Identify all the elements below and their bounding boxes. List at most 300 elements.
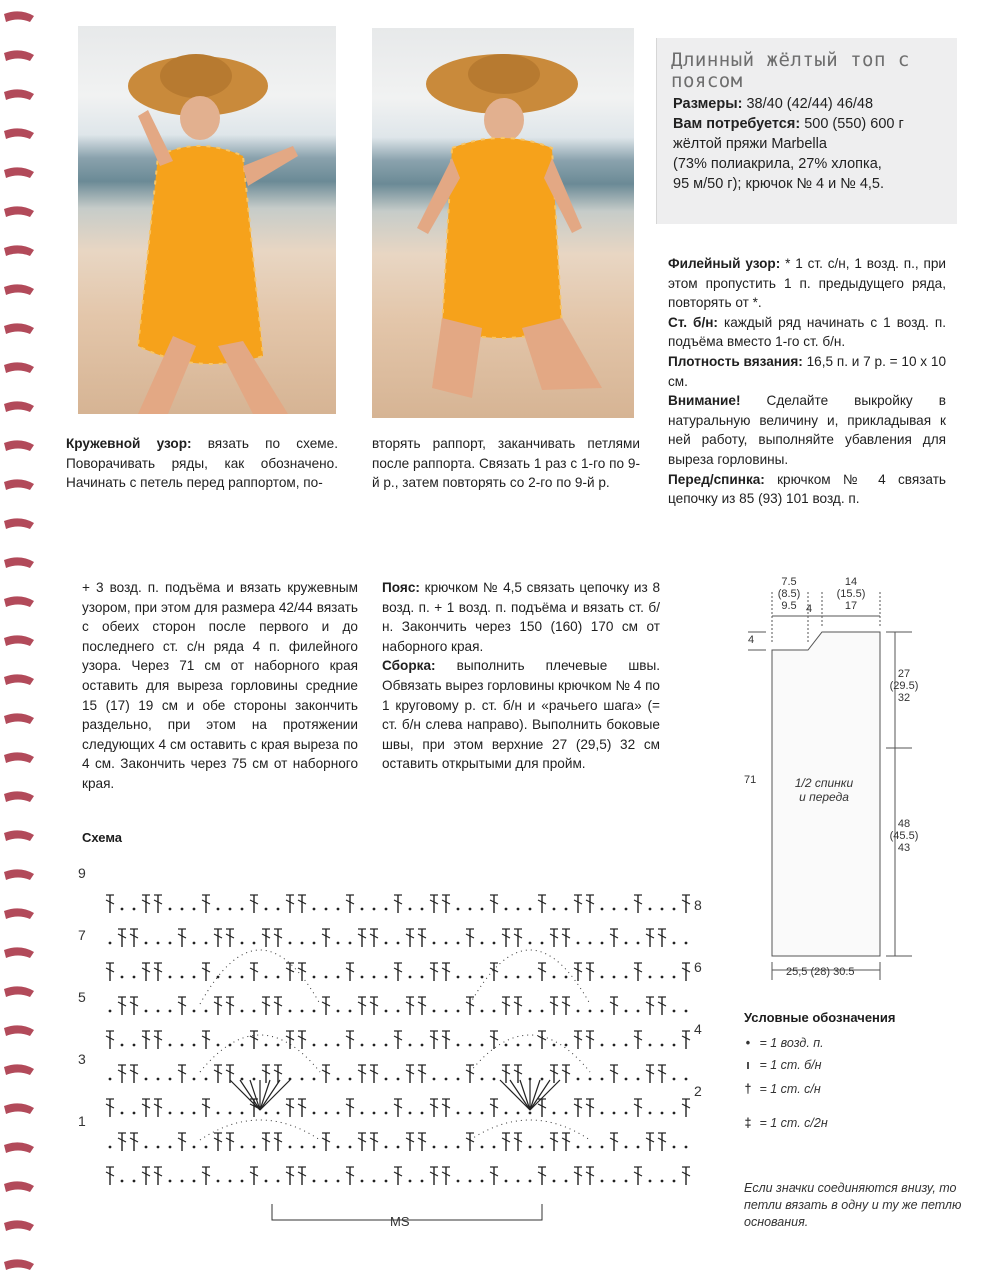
stitch-chain xyxy=(541,942,544,945)
stitch-chain xyxy=(397,942,400,945)
stitch-chain xyxy=(337,1044,340,1047)
legend-title: Условные обозначения xyxy=(744,1010,896,1025)
stitch-chain xyxy=(445,1078,448,1081)
stitch-chain xyxy=(217,1112,220,1115)
binding-coil xyxy=(4,1220,34,1231)
dim-left-4: 4 xyxy=(748,634,755,646)
front-text: крючком № 4 связать цепочку из 85 (93) 101 возд. п. xyxy=(668,471,947,507)
stitch-chain xyxy=(181,1112,184,1115)
stitch-chain xyxy=(409,908,412,911)
lace-pattern-text-col1 xyxy=(66,434,338,493)
binding-coil xyxy=(4,635,34,646)
stitch-chain xyxy=(589,1146,592,1149)
stitch-chain xyxy=(505,1180,508,1183)
stitch-chain xyxy=(613,908,616,911)
stitch-chain xyxy=(133,1044,136,1047)
stitch-chain xyxy=(625,908,628,911)
stitch-chain xyxy=(313,1078,316,1081)
crochet-chart xyxy=(60,840,720,1240)
stitch-chain xyxy=(649,1112,652,1115)
binding-coil xyxy=(4,1181,34,1192)
stitch-chain xyxy=(145,1078,148,1081)
single-crochet-icon: ı xyxy=(746,1058,750,1072)
stitch-chain xyxy=(529,1112,532,1115)
chain-arch xyxy=(470,1035,590,1072)
binding-coil xyxy=(4,440,34,451)
stitch-chain xyxy=(673,908,676,911)
stitch-chain xyxy=(421,976,424,979)
stitch-chain xyxy=(157,1010,160,1013)
belt-assembly-text xyxy=(382,578,660,774)
stitch-chain xyxy=(661,1044,664,1047)
assembly-text: выполнить плечевые швы. Обвязать вырез горловины крючком № 4 по 1 круговому р. ст. б/н и «рачьего шага» (= ст. б/н слева направо). Выполнить боковые швы, при этом верхние 27 (29,5) 32 см оставить открытыми для пройм. xyxy=(382,658,660,772)
photo-model-standing xyxy=(78,26,336,414)
stitch-chain xyxy=(529,1044,532,1047)
stitch-chain xyxy=(457,1112,460,1115)
stitch-chain xyxy=(505,976,508,979)
stitch-chain xyxy=(445,1146,448,1149)
stitch-chain xyxy=(601,942,604,945)
binding-coil xyxy=(4,401,34,412)
lace-pattern-text-col2 xyxy=(372,434,640,493)
stitch-chain xyxy=(385,942,388,945)
stitch-chain xyxy=(421,1044,424,1047)
stitch-chain xyxy=(481,1044,484,1047)
stitch-chain xyxy=(661,1112,664,1115)
binding-coil xyxy=(4,50,34,61)
stitch-chain xyxy=(193,1078,196,1081)
stitch-chain xyxy=(337,942,340,945)
chain-symbol-icon: • xyxy=(745,1036,751,1050)
stitch-chain xyxy=(517,908,520,911)
garment-center-label: 1/2 спинки и переда xyxy=(794,776,854,804)
stitch-chain xyxy=(349,942,352,945)
stitch-chain xyxy=(241,1044,244,1047)
fan-stitch xyxy=(240,1080,260,1110)
stitch-chain xyxy=(673,1044,676,1047)
repeat-label: MS xyxy=(390,1214,410,1229)
stitch-chain xyxy=(661,1180,664,1183)
spiral-binding xyxy=(0,0,48,1280)
stitch-chain xyxy=(565,1044,568,1047)
stitch-chain xyxy=(613,1044,616,1047)
stitch-chain xyxy=(565,1112,568,1115)
stitch-chain xyxy=(529,908,532,911)
stitch-chain xyxy=(673,1180,676,1183)
stitch-chain xyxy=(265,976,268,979)
stitch-chain xyxy=(205,1146,208,1149)
stitch-chain xyxy=(337,1146,340,1149)
need-line-3: (73% полиакрила, 27% хлопка, xyxy=(673,156,882,172)
legend-item-sc: ı = 1 ст. б/н xyxy=(740,1058,822,1072)
stitch-chain xyxy=(601,1010,604,1013)
stitch-chain xyxy=(493,1078,496,1081)
stitch-chain xyxy=(625,1044,628,1047)
stitch-chain xyxy=(565,908,568,911)
stitch-chain xyxy=(325,908,328,911)
dim-bottom: 25,5 (28) 30.5 xyxy=(786,966,855,978)
stitch-chain xyxy=(193,908,196,911)
stitch-chain xyxy=(157,1078,160,1081)
stitch-chain xyxy=(325,976,328,979)
instructions-right-column xyxy=(668,254,946,509)
density-text: 16,5 п. и 7 р. = 10 х 10 см. xyxy=(668,353,947,389)
assembly-label: Сборка: xyxy=(382,658,436,674)
binding-coil xyxy=(4,323,34,334)
stitch-chain xyxy=(685,1146,688,1149)
stitch-chain xyxy=(373,1044,376,1047)
stitch-chain xyxy=(337,1010,340,1013)
stitch-chain xyxy=(673,1146,676,1149)
stitch-chain xyxy=(361,1112,364,1115)
stitch-chain xyxy=(673,976,676,979)
stitch-chain xyxy=(361,1180,364,1183)
stitch-chain xyxy=(193,976,196,979)
stitch-chain xyxy=(421,1112,424,1115)
stitch-chain xyxy=(229,908,232,911)
dim-right-27: 27 (29.5) 32 xyxy=(889,668,919,704)
stitch-chain xyxy=(493,1146,496,1149)
binding-coil xyxy=(4,1259,34,1270)
stitch-chain xyxy=(433,1010,436,1013)
stitch-chain xyxy=(601,908,604,911)
stitch-chain xyxy=(253,1078,256,1081)
stitch-chain xyxy=(529,1078,532,1081)
stitch-chain xyxy=(145,942,148,945)
stitch-chain xyxy=(289,942,292,945)
stitch-chain xyxy=(325,1044,328,1047)
stitch-chain xyxy=(229,976,232,979)
stitch-chain xyxy=(157,1146,160,1149)
stitch-chain xyxy=(337,976,340,979)
stitch-chain xyxy=(541,1078,544,1081)
stitch-chain xyxy=(313,1180,316,1183)
front-label: Перед/спинка: xyxy=(668,471,765,487)
title-box xyxy=(656,38,957,224)
binding-coil xyxy=(4,1064,34,1075)
stitch-chain xyxy=(229,1112,232,1115)
stitch-chain xyxy=(553,1112,556,1115)
stitch-chain xyxy=(673,1078,676,1081)
stitch-chain xyxy=(601,1180,604,1183)
stitch-chain xyxy=(553,976,556,979)
stitch-chain xyxy=(493,942,496,945)
stitch-chain xyxy=(457,1146,460,1149)
stitch-chain xyxy=(277,1044,280,1047)
stitch-chain xyxy=(469,1044,472,1047)
stitch-chain xyxy=(673,942,676,945)
stitch-chain xyxy=(109,1010,112,1013)
stitch-chain xyxy=(409,1044,412,1047)
stitch-chain xyxy=(121,1112,124,1115)
stitch-chain xyxy=(589,1010,592,1013)
stitch-chain xyxy=(673,1112,676,1115)
attention-text: Сделайте выкройку в натуральную величину и, прикладывая к ней работу, выполняйте убавления для выреза горловины. xyxy=(668,393,947,467)
stitch-chain xyxy=(457,1010,460,1013)
stitch-chain xyxy=(145,1146,148,1149)
binding-coil xyxy=(4,206,34,217)
stitch-chain xyxy=(193,1044,196,1047)
stitch-chain xyxy=(601,976,604,979)
stitch-chain xyxy=(169,1010,172,1013)
stitch-chain xyxy=(337,1078,340,1081)
stitch-chain xyxy=(457,908,460,911)
stitch-chain xyxy=(385,1044,388,1047)
stitch-chain xyxy=(457,1180,460,1183)
stitch-chain xyxy=(313,1146,316,1149)
stitch-chain xyxy=(121,976,124,979)
stitch-chain xyxy=(265,908,268,911)
stitch-chain xyxy=(169,908,172,911)
stitch-chain xyxy=(349,1010,352,1013)
binding-coil xyxy=(4,947,34,958)
stitch-chain xyxy=(217,1044,220,1047)
stitch-chain xyxy=(649,1180,652,1183)
sizes-line xyxy=(673,94,873,114)
belt-label: Пояс: xyxy=(382,580,420,595)
stitch-chain xyxy=(385,1146,388,1149)
stitch-chain xyxy=(361,908,364,911)
stitch-chain xyxy=(313,976,316,979)
stitch-chain xyxy=(313,1044,316,1047)
stitch-chain xyxy=(469,908,472,911)
stitch-chain xyxy=(253,1146,256,1149)
stitch-chain xyxy=(601,1078,604,1081)
stitch-chain xyxy=(193,1146,196,1149)
fan-stitch xyxy=(260,1080,280,1110)
stitch-chain xyxy=(481,1180,484,1183)
binding-coil xyxy=(4,1142,34,1153)
stitch-chain xyxy=(205,942,208,945)
stitch-chain xyxy=(169,1180,172,1183)
double-crochet-icon: † xyxy=(744,1082,752,1096)
stitch-chain xyxy=(625,976,628,979)
stitch-chain xyxy=(481,1112,484,1115)
binding-coil xyxy=(4,791,34,802)
stitch-chain xyxy=(181,1180,184,1183)
stitch-chain xyxy=(265,1044,268,1047)
need-label: Вам потребуется: xyxy=(673,116,801,132)
stbn-text: каждый ряд начинать с 1 возд. п. подъёма вместо 1-го ст. б/н. xyxy=(668,314,946,350)
need-line-2: жёлтой пряжи Marbella xyxy=(673,136,827,152)
belt-text: крючком № 4,5 связать цепочку из 8 возд. п. + 1 возд. п. подъёма и вязать ст. б/н. Закончить через 150 (160) 170 см от наборного края. xyxy=(382,580,661,654)
stitch-chain xyxy=(649,1044,652,1047)
row-label-right: 6 xyxy=(694,959,702,975)
stitch-chain xyxy=(241,1146,244,1149)
stitch-chain xyxy=(457,942,460,945)
stitch-chain xyxy=(169,1112,172,1115)
stitch-chain xyxy=(313,1010,316,1013)
stitch-chain xyxy=(325,1180,328,1183)
row-label-left: 9 xyxy=(78,865,86,881)
stitch-chain xyxy=(577,942,580,945)
stitch-chain xyxy=(181,908,184,911)
stitch-chain xyxy=(289,1010,292,1013)
stitch-chain xyxy=(277,1180,280,1183)
dim-left-71: 71 xyxy=(744,774,757,786)
stitch-chain xyxy=(121,908,124,911)
treble-crochet-icon: ‡ xyxy=(744,1116,752,1130)
stitch-chain xyxy=(613,1180,616,1183)
binding-coil xyxy=(4,362,34,373)
need-line xyxy=(673,114,904,134)
stitch-chain xyxy=(421,908,424,911)
stitch-chain xyxy=(577,1078,580,1081)
stitch-chain xyxy=(481,1146,484,1149)
stitch-chain xyxy=(277,908,280,911)
binding-coil xyxy=(4,908,34,919)
stitch-chain xyxy=(661,976,664,979)
stitch-chain xyxy=(529,976,532,979)
stitch-chain xyxy=(565,1180,568,1183)
binding-coil xyxy=(4,167,34,178)
stitch-chain xyxy=(169,942,172,945)
stitch-chain xyxy=(337,1112,340,1115)
stitch-chain xyxy=(133,908,136,911)
stitch-chain xyxy=(433,942,436,945)
stitch-chain xyxy=(241,1180,244,1183)
stitch-chain xyxy=(601,1044,604,1047)
stitch-chain xyxy=(109,1146,112,1149)
stitch-chain xyxy=(361,976,364,979)
stitch-chain xyxy=(469,976,472,979)
legend-item-tr: ‡ = 1 ст. с/2н xyxy=(740,1116,828,1130)
stitch-chain xyxy=(481,1010,484,1013)
stitch-chain xyxy=(349,1078,352,1081)
stitch-chain xyxy=(373,1180,376,1183)
stitch-chain xyxy=(637,942,640,945)
stitch-chain xyxy=(409,976,412,979)
row-label-right: 8 xyxy=(694,897,702,913)
legend-note: Если значки соединяются внизу, то петли вязать в одну и ту же петлю основания. xyxy=(744,1181,962,1229)
stitch-chain xyxy=(277,976,280,979)
cont-text: + 3 возд. п. подъёма и вязать кружевным узором, при этом для размера 42/44 вязать с обеих сторон после первого и до последнего ст. с/н ряда 4 п. филейного узора. Через 71 см от наборного края оставить для выреза горловины средние 15 (17) 19 см и обе стороны закончить раздельно, при этом на протяжении следующих 4 см оставить с края выреза по 4 см. Закончить через 75 см от наборного края. xyxy=(82,580,358,791)
stitch-chain xyxy=(529,1010,532,1013)
stitch-chain xyxy=(445,942,448,945)
stitch-chain xyxy=(181,1044,184,1047)
stitch-chain xyxy=(529,942,532,945)
stitch-chain xyxy=(661,908,664,911)
stitch-chain xyxy=(625,1146,628,1149)
stitch-chain xyxy=(397,1078,400,1081)
sizes-label: Размеры: xyxy=(673,96,743,112)
binding-coil xyxy=(4,986,34,997)
stitch-chain xyxy=(517,1180,520,1183)
stitch-chain xyxy=(625,1180,628,1183)
stitch-chain xyxy=(685,1010,688,1013)
stitch-chain xyxy=(385,1078,388,1081)
stitch-chain xyxy=(253,942,256,945)
stitch-chain xyxy=(457,976,460,979)
dim-top-a: 7.5 (8.5) 9.5 xyxy=(777,576,801,612)
stitch-chain xyxy=(625,1112,628,1115)
stitch-chain xyxy=(481,942,484,945)
stitch-chain xyxy=(133,1180,136,1183)
stitch-chain xyxy=(445,1010,448,1013)
stitch-chain xyxy=(217,976,220,979)
stitch-chain xyxy=(481,976,484,979)
stitch-chain xyxy=(481,908,484,911)
stitch-chain xyxy=(361,1044,364,1047)
stitch-chain xyxy=(193,1180,196,1183)
stitch-chain xyxy=(169,1146,172,1149)
binding-coil xyxy=(4,11,34,22)
stitch-chain xyxy=(181,976,184,979)
dim-top-d: 4 xyxy=(806,603,813,615)
stitch-chain xyxy=(169,1078,172,1081)
stitch-chain xyxy=(637,1010,640,1013)
stitch-chain xyxy=(409,1112,412,1115)
photo-model-kneeling xyxy=(372,28,634,418)
stitch-chain xyxy=(541,1146,544,1149)
page-title: Длинный жёлтый топ с поясом xyxy=(671,49,910,92)
attention-label: Внимание! xyxy=(668,393,741,409)
stitch-chain xyxy=(589,942,592,945)
stitch-chain xyxy=(253,1010,256,1013)
stitch-chain xyxy=(193,942,196,945)
stitch-chain xyxy=(685,1078,688,1081)
stbn-label: Ст. б/н: xyxy=(668,314,718,330)
stitch-chain xyxy=(589,1078,592,1081)
row-label-left: 5 xyxy=(78,989,86,1005)
stitch-chain xyxy=(313,1112,316,1115)
stitch-chain xyxy=(301,1146,304,1149)
stitch-chain xyxy=(385,1180,388,1183)
stitch-chain xyxy=(301,1078,304,1081)
stitch-chain xyxy=(385,1112,388,1115)
stitch-chain xyxy=(625,942,628,945)
sizes-value: 38/40 (42/44) 46/48 xyxy=(746,96,874,112)
row-label-right: 4 xyxy=(694,1021,702,1037)
stitch-chain xyxy=(601,1146,604,1149)
stitch-chain xyxy=(565,976,568,979)
stitch-chain xyxy=(541,1010,544,1013)
stitch-chain xyxy=(625,1078,628,1081)
stitch-chain xyxy=(241,908,244,911)
binding-coil xyxy=(4,713,34,724)
stitch-chain xyxy=(169,1044,172,1047)
stitch-chain xyxy=(373,908,376,911)
binding-coil xyxy=(4,128,34,139)
stitch-chain xyxy=(433,1078,436,1081)
binding-coil xyxy=(4,752,34,763)
stitch-chain xyxy=(265,1180,268,1183)
binding-coil xyxy=(4,245,34,256)
stitch-chain xyxy=(373,1112,376,1115)
stitch-chain xyxy=(169,976,172,979)
stitch-chain xyxy=(505,1112,508,1115)
stitch-chain xyxy=(505,908,508,911)
stitch-chain xyxy=(385,1010,388,1013)
stitch-chain xyxy=(313,908,316,911)
stitch-chain xyxy=(337,1180,340,1183)
stitch-chain xyxy=(553,1044,556,1047)
stitch-chain xyxy=(577,1010,580,1013)
stitch-chain xyxy=(229,1180,232,1183)
stitch-chain xyxy=(289,1146,292,1149)
stitch-chain xyxy=(121,1044,124,1047)
stitch-chain xyxy=(337,908,340,911)
stitch-chain xyxy=(241,1078,244,1081)
stitch-chain xyxy=(133,1112,136,1115)
stitch-chain xyxy=(217,1180,220,1183)
stitch-chain xyxy=(121,1180,124,1183)
stitch-chain xyxy=(205,1078,208,1081)
binding-coil xyxy=(4,557,34,568)
binding-coil xyxy=(4,89,34,100)
dim-top-e: 14 (15.5) 17 xyxy=(836,576,866,612)
dim-right-48: 48 (45.5) 43 xyxy=(889,818,919,854)
